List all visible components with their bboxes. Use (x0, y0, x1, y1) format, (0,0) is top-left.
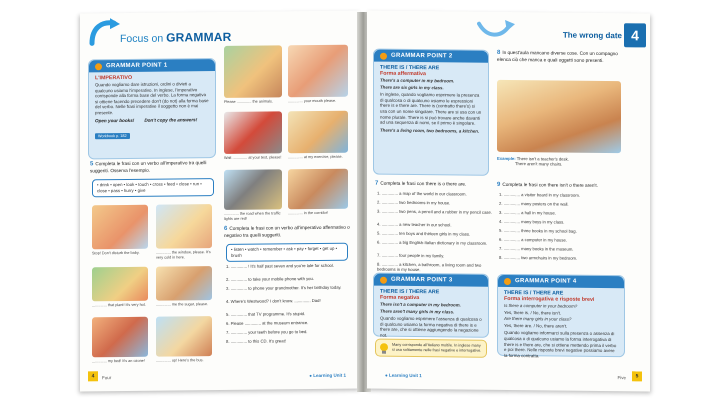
example-block (497, 156, 627, 168)
exercise-9-item: 4. .............. many boys in my class. (499, 218, 565, 225)
curved-arrow-icon (88, 17, 122, 47)
tip-text: Many corrisponde all'italiano molti/e. In inglese many si usa solitamente nelle frasi negative e interrogative. (392, 342, 482, 353)
caption-4: .............. the window, please. It's very cold in here. (156, 250, 211, 260)
grammar-point-3-example: There isn't a computer in my bedroom. (380, 301, 461, 308)
grammar-point-4-label: GRAMMAR POINT 4 (515, 278, 577, 285)
illustration-animals (224, 45, 282, 98)
illustration-window (156, 204, 212, 249)
grammar-point-4-text: Quando vogliamo informarci sulla presenza o assenza di qualcosa o di qualcuno usiamo la forma interrogativa di there is e there are, che si ottiene mettendo prima il verbo e poi there. Nelle risposte brevi negative possiamo avere la forma contratta. (504, 330, 617, 359)
illustration-mouth (288, 45, 348, 98)
grammar-point-4-example: Is there a computer in your bedroom? (504, 302, 578, 309)
exercise-6-word-box (226, 243, 348, 262)
illustration-car (224, 111, 282, 154)
example-1: Open your books! (95, 117, 135, 123)
exercise-6-number: 6 (224, 225, 228, 232)
exercise-6-item: 5. .............. that TV programme. It's stupid. (226, 311, 306, 317)
grammar-point-1-label: GRAMMAR POINT 1 (106, 62, 168, 70)
exercise-7-item: 7. .............. four people in my family. (377, 252, 445, 259)
unit-number-badge: 4 (624, 23, 646, 47)
title-main: GRAMMAR (166, 29, 232, 45)
exercise-6-item: 7. .............. your teeth before you go to bed. (226, 329, 308, 335)
learning-unit-left-text: Learning Unit 1 (313, 372, 346, 379)
caption-12: .............. in the corridor! (288, 210, 329, 216)
illustration-bed (92, 317, 148, 358)
grammar-point-2-subtitle: Forma affermativa (380, 70, 426, 78)
grammar-point-1-text: Quando vogliamo dare istruzioni, ordini o divieti a qualcuno usiamo l'imperativo. In inglese, l'imperativo corrisponde alla forma base del verbo. La forma negativa si ottiene facendo precedere don't (do not) alla forma base del verbo. Nelle frasi imperative il soggetto non è mai presente. (95, 81, 209, 116)
learning-unit-right: ● Learning Unit 1 (385, 372, 422, 379)
grammar-point-3-main-subtitle: THERE IS / THERE ARE (380, 288, 440, 296)
example-2: Don't copy the answers! (144, 116, 198, 123)
left-page (80, 11, 360, 392)
grammar-point-3-example: There aren't many girls in my class. (380, 308, 455, 315)
exercise-5-title (90, 160, 216, 174)
illustration-exercise (288, 111, 348, 154)
exercise-6-text: Completa le frasi con un verbo all'imperativo affermativo o negativo tra quelli suggeriti. (224, 224, 350, 238)
swirl-arrow-icon (477, 18, 517, 42)
footer-label-left: Four (102, 375, 112, 381)
grammar-point-1-subtitle: L'IMPERATIVO (95, 74, 133, 82)
exercise-9-item: 1. .............. a visitor board in my classroom. (499, 191, 580, 198)
illustration-classroom (497, 80, 621, 153)
exercise-9-item: 3. .............. a hall in my house. (499, 209, 557, 216)
exercise-6-item: 6. Please .............. at the museum entrance. (226, 320, 309, 326)
exercise-9-item: 8. .............. two armchairs in my bedroom. (499, 254, 578, 261)
illustration-corridor (288, 169, 348, 210)
example-b: There aren't many chairs. (515, 161, 563, 167)
grammar-point-3-label: GRAMMAR POINT 3 (391, 276, 453, 284)
caption-3: Stop! Don't disturb the baby. (92, 250, 140, 256)
exercise-6-words: • listen • watch • remember • ask • pay • forget • get up • brush (231, 245, 338, 258)
exercise-7-number: 7 (375, 180, 379, 187)
grammar-point-4-main-subtitle: THERE IS / THERE ARE (504, 289, 564, 297)
caption-2: .............. your mouth please. (288, 98, 337, 104)
grammar-point-2-example: There are six girls in my class. (380, 84, 444, 90)
exercise-5-number: 5 (90, 161, 94, 168)
caption-6: Wait .............. at your test, please! (224, 155, 282, 160)
illustration-sugar (156, 266, 212, 301)
illustration-bus (156, 316, 212, 357)
exercise-6-item: 4. Where's Westwood? I don't know. .............. Dad! (226, 297, 321, 304)
grammar-point-4-box (497, 274, 625, 357)
grammar-point-2-label: GRAMMAR POINT 2 (391, 52, 453, 60)
learning-unit-right-text: Learning Unit 1 (388, 372, 422, 379)
exercise-7-item: 5. .............. ten boys and thirteen girls in my class. (377, 230, 471, 237)
tip-bubble (375, 339, 487, 358)
grammar-point-1-box (88, 58, 216, 159)
grammar-point-3-subtitle: Forma negativa (380, 294, 420, 302)
exercise-7-item: 4. .............. a new teacher in our school. (377, 221, 452, 228)
exercise-5-words: • drink • open • look • touch • cross • feed • close • run • close • pass • hurry • give (97, 181, 202, 194)
exercise-9-text: Completa le frasi con there isn't o there aren't. (502, 181, 598, 188)
workbook-tag: Workbook p. 182 (95, 133, 130, 139)
exercise-6-item: 2. .............. to take your mobile phone with you. (226, 276, 314, 282)
grammar-point-2-box (373, 49, 489, 176)
exercise-8-text: In quest'aula mancano diverse cose. Con un compagno elenca ciò che manca e quali oggetti sono presenti. (497, 49, 618, 63)
exercise-7-item: 3. .............. two pens, a pencil and a rubber in my pencil case. (377, 208, 492, 215)
grammar-point-1-examples (89, 116, 215, 124)
grammar-point-4-example: Are there many girls in your class? (504, 316, 572, 322)
page-number-left: 4 (88, 371, 98, 381)
caption-8: .............. me the sugar, please. (156, 302, 209, 307)
footer-label-right: Five (617, 375, 626, 381)
bullet-icon (95, 63, 102, 70)
textbook-spread (80, 12, 650, 392)
grammar-point-2-example: There's a living room, two bedrooms, a kitchen. (380, 127, 480, 134)
lightbulb-icon (379, 343, 389, 355)
exercise-5-word-box (92, 178, 214, 197)
grammar-point-2-text: In inglese, quando vogliamo esprimere la presenza di qualcosa o di qualcuno usiamo le espressioni there is e there are. There is (contratto there's) si usa con un nome singolare. There are si usa con un nome plurale. There is si può trovare anche davanti ad una sequenza di nomi, se il primo è singolare. (380, 91, 482, 126)
grammar-point-2-example: There's a computer in my bedroom. (380, 77, 455, 84)
exercise-9-title (497, 182, 625, 190)
exercise-5-text: Completa le frasi con un verbo all'imperativo tra quelli suggeriti. Osserva l'esempio. (90, 160, 207, 173)
caption-10: .............. up! Here's the bus. (156, 358, 204, 363)
example-label: Example: (497, 155, 516, 162)
exercise-7-title (375, 181, 493, 189)
bullet-icon (504, 277, 511, 284)
exercise-6-item: 8. .............. to this CD. It's great! (226, 338, 286, 344)
grammar-point-4-subtitle: Forma interrogativa e risposte brevi (504, 295, 595, 303)
caption-1: Please .............. the animals. (224, 99, 273, 104)
exercise-6-item: 1. .............. ! It's half past seven and you're late for school. (226, 262, 334, 269)
caption-11: .............. the road when the traffic lights are red! (224, 211, 281, 221)
example-a: There isn't a teacher's desk. (516, 156, 569, 162)
title-prefix: Focus on (120, 32, 164, 46)
right-page (367, 11, 650, 392)
exercise-7-item: 1. .............. a map of the world in our classroom. (377, 190, 467, 197)
exercise-7-text: Completa le frasi con there is o there are. (380, 180, 467, 187)
grammar-point-3-text: Quando vogliamo esprimere l'assenza di qualcosa o di qualcuno usiamo la forma negativa di there is e there are, che si ottiene aggiungendo la negazione not. (380, 315, 482, 338)
grammar-point-4-example: Yes, there are. / No, there aren't. (504, 322, 568, 329)
illustration-baby (92, 205, 148, 250)
learning-unit-left: ● Learning Unit 1 (309, 372, 346, 379)
exercise-9-item: 6. .............. a computer in my house. (499, 236, 567, 243)
grammar-point-4-example: Yes, there is. / No, there isn't. (504, 309, 562, 316)
bullet-icon (380, 276, 387, 283)
caption-7: .............. that plant! It's very hot. (92, 302, 146, 308)
exercise-6-item: 3. .............. to phone your grandmother. It's her birthday today. (226, 284, 342, 291)
grammar-point-2-main-subtitle: THERE IS / THERE ARE (380, 64, 440, 72)
caption-5: .............. at my exercise, please. (288, 154, 343, 160)
exercise-9-number: 9 (497, 181, 501, 188)
exercise-9-item: 5. .............. three books in my school bag. (499, 227, 577, 234)
grammar-point-3-box (373, 273, 489, 338)
exercise-7-item: 2. .............. two bedrooms in my house. (377, 199, 451, 206)
exercise-8-title (497, 50, 621, 63)
exercise-8-number: 8 (497, 49, 501, 56)
page-title (120, 30, 232, 45)
page-number-right: 5 (632, 371, 642, 381)
exercise-7-item: 6. .............. a big English-Italian dictionary in my classroom. (377, 239, 488, 246)
exercise-9-item: 2. .............. many posters on the wall. (499, 200, 569, 207)
illustration-traffic-lights (224, 169, 282, 210)
caption-9: .............. my bed! It's an ozone! (92, 358, 145, 364)
exercise-6-title (224, 225, 350, 239)
bullet-icon (380, 52, 387, 59)
unit-title: The wrong date (562, 30, 622, 41)
exercise-7-item: 8. .............. a kitchen, a bathroom, a living room and two bedrooms in my house. (377, 261, 482, 273)
illustration-plant (92, 267, 148, 302)
exercise-9-item: 7. .............. many books in the museum. (499, 245, 574, 252)
